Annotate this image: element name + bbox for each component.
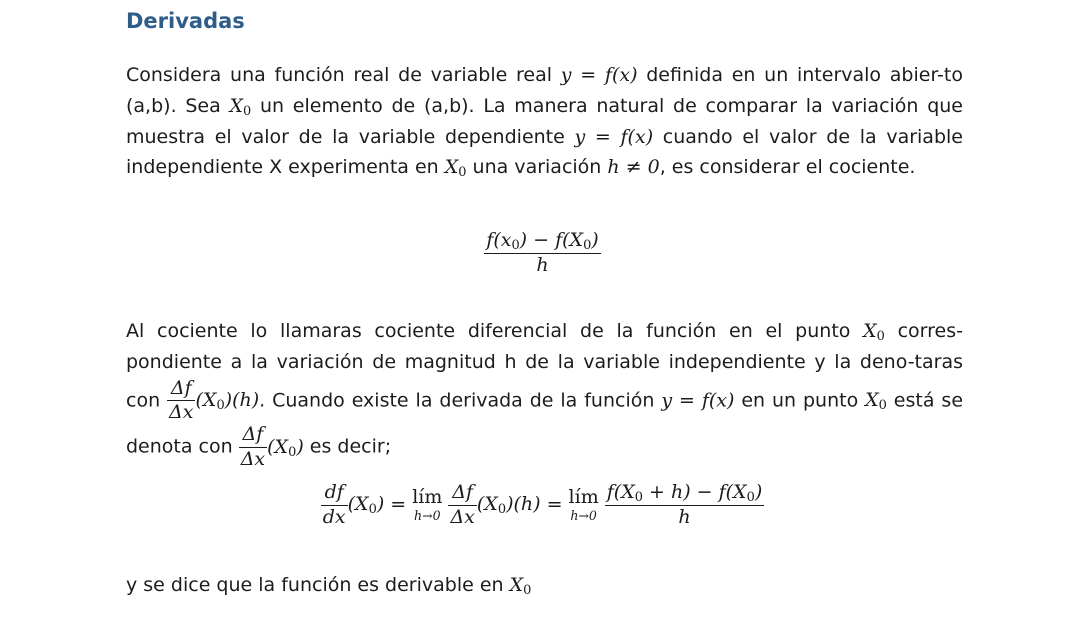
math-y-eq-fx: y = f(x) bbox=[574, 125, 654, 148]
p1-text-1: Considera una función real de variable real bbox=[126, 64, 561, 86]
fraction-df-dx: $\frac{df}{dx}$ bbox=[322, 481, 346, 528]
p1-text-4: cuando el valor de la variable independiente X experimenta en bbox=[126, 125, 963, 179]
fraction bbox=[484, 230, 600, 277]
math-derivative-notation: $\frac{\Delta f}{\Delta x}$ $(X_0)$ bbox=[240, 423, 304, 471]
p2-text-6: es decir; bbox=[303, 435, 392, 458]
equals-sign: = bbox=[540, 493, 569, 516]
page-title: Derivadas bbox=[126, 9, 245, 33]
equation-derivative-definition bbox=[0, 482, 1085, 529]
p2-text-2: corres-pondiente a la variación de magnitud h de la variable independiente y la deno-taras con bbox=[126, 320, 963, 411]
p1-text-2: definida en un intervalo abier-to (a,b). Sea bbox=[126, 64, 963, 117]
paragraph-definition bbox=[126, 60, 963, 183]
fraction-numerator: $f(x_0) - f(X_0)$ bbox=[486, 229, 599, 254]
fraction: $\frac{\Delta f}{\Delta x}$ bbox=[169, 376, 194, 424]
fraction-big bbox=[605, 482, 764, 529]
paragraph-conclusion bbox=[126, 570, 963, 601]
p2-text-4: en un punto bbox=[734, 388, 866, 411]
math-x0: $X_0$ bbox=[863, 320, 885, 345]
paragraph-quotient bbox=[126, 316, 963, 471]
equals-sign: = bbox=[384, 493, 413, 516]
p3-text-1: y se dice que la función es derivable en bbox=[126, 574, 510, 596]
limit-operator: lím h→0 bbox=[412, 486, 443, 524]
fraction-denominator: h bbox=[605, 505, 764, 529]
math-y-eq-fx: y = f(x) bbox=[560, 64, 638, 86]
p1-text-5: una variación bbox=[466, 156, 608, 179]
math-x0-h-arg: $(X_0)(h)$ bbox=[476, 493, 541, 518]
equation-difference-quotient bbox=[0, 230, 1085, 277]
math-h-neq-0: h ≠ 0 bbox=[607, 156, 660, 179]
p1-text-3: un elemento de (a,b). La manera natural de comparar la variación que muestra el valor de la variable dependiente bbox=[126, 94, 963, 148]
p2-text-1: Al cociente lo llamaras cociente diferencial de la función en el punto bbox=[126, 320, 864, 342]
math-x0: $X_0$ bbox=[229, 94, 252, 120]
math-delta-quotient: $\frac{\Delta f}{\Delta x}$ $(X_0)(h)$ bbox=[169, 376, 260, 424]
p2-text-3: . Cuando existe la derivada de la función bbox=[259, 388, 662, 411]
fraction-delta: $\frac{\Delta f}{\Delta x}$ bbox=[450, 481, 475, 528]
fraction: $\frac{\Delta f}{\Delta x}$ bbox=[240, 423, 266, 471]
fraction-denominator: h bbox=[484, 253, 600, 277]
limit-operator: lím h→0 bbox=[568, 486, 599, 524]
p2-text-5: está se denota con bbox=[126, 388, 964, 458]
p1-text-6: , es considerar el cociente. bbox=[659, 156, 916, 179]
math-y-eq-fx: y = f(x) bbox=[661, 388, 735, 411]
math-x0: $X_0$ bbox=[509, 574, 532, 599]
math-x0: $X_0$ bbox=[865, 388, 887, 414]
math-x0-arg: $(X_0)$ bbox=[347, 493, 385, 518]
fraction-numerator: $f(X_0 + h) - f(X_0)$ bbox=[606, 481, 763, 506]
math-x0: $X_0$ bbox=[444, 156, 467, 181]
